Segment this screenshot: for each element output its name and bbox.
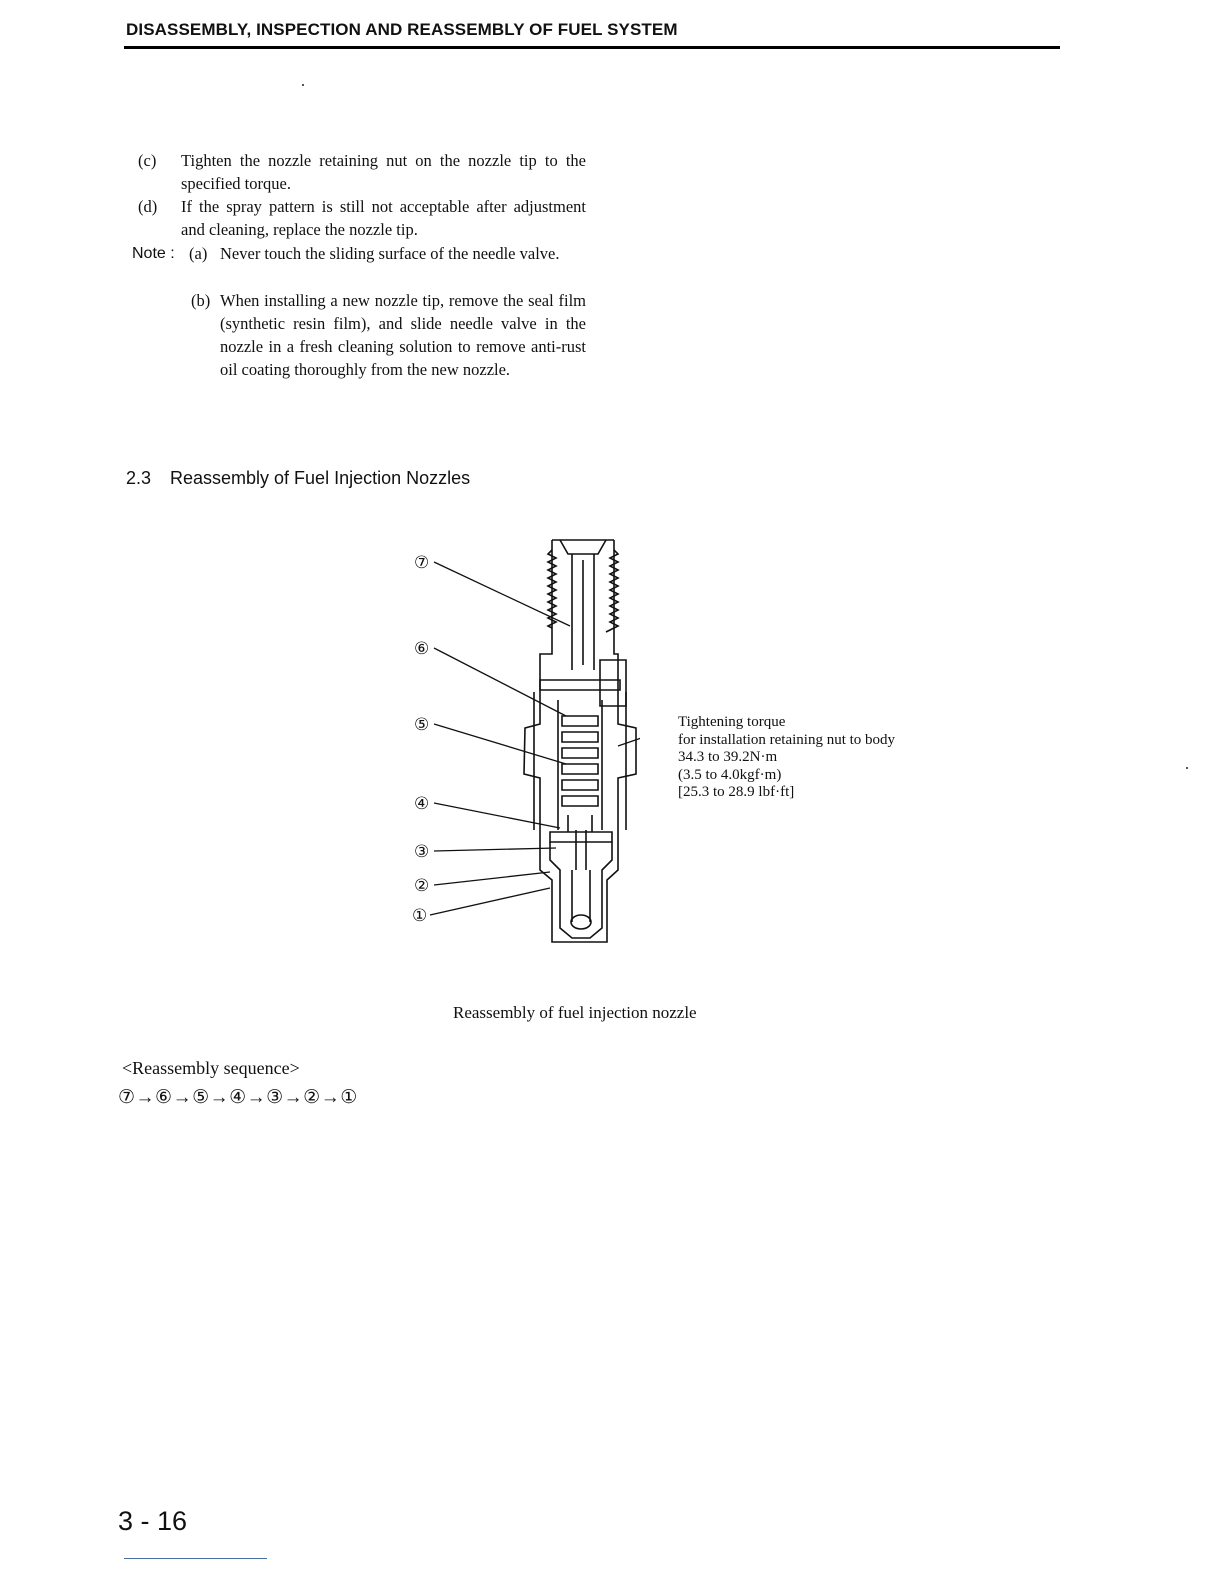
scan-speck (1186, 767, 1188, 769)
part-label-7: ⑦ (414, 553, 430, 573)
note-item-a (189, 242, 586, 265)
part-label-group (412, 553, 429, 926)
callout-line-4: (3.5 to 4.0kgf·m) (678, 766, 782, 783)
step-c (134, 149, 586, 195)
part-label-1: ① (412, 906, 428, 926)
callout-line-3: 34.3 to 39.2N·m (678, 749, 778, 765)
callout-line-5: [25.3 to 28.9 lbf·ft] (678, 784, 795, 800)
step-d (134, 195, 586, 241)
note-item-b-text: When installing a new nozzle tip, remove the seal film (synthetic resin film), and slide needle valve in the nozzle in a fresh cleaning solution to remove anti-rust oil coating thoroughly from the new nozzle. (220, 291, 586, 379)
figure-caption: Reassembly of fuel injection nozzle (453, 1003, 697, 1022)
part-label-4: ④ (414, 794, 430, 814)
header-title: DISASSEMBLY, INSPECTION AND REASSEMBLY OF FUEL SYSTEM (126, 20, 678, 39)
nozzle-diagram (400, 530, 640, 950)
part-label-3: ③ (414, 842, 430, 862)
page-number: 3 - 16 (118, 1506, 188, 1536)
sequence-steps: ⑦→⑥→⑤→④→③→②→① (118, 1087, 358, 1108)
note-item-a-text: Never touch the sliding surface of the needle valve. (220, 244, 560, 263)
callout-line-1: Tightening torque (678, 714, 786, 730)
note-label: Note : (132, 245, 175, 262)
torque-callout (678, 714, 895, 802)
part-label-5: ⑤ (414, 715, 430, 735)
scan-speck (302, 84, 304, 86)
leader-lines (430, 562, 640, 915)
sequence-title: <Reassembly sequence> (122, 1058, 300, 1078)
section-title: Reassembly of Fuel Injection Nozzles (170, 468, 471, 488)
nozzle-tip (550, 815, 612, 938)
section-number: 2.3 (126, 468, 152, 488)
nozzle-holder-body (524, 540, 636, 942)
note-item-b-label: (b) (191, 291, 211, 310)
step-c-text: Tighten the nozzle retaining nut on the nozzle tip to the specified torque. (181, 151, 586, 193)
step-c-label: (c) (138, 151, 157, 170)
step-d-text: If the spray pattern is still not acceptable after adjustment and cleaning, replace the nozzle tip. (181, 197, 586, 239)
part-label-6: ⑥ (414, 639, 430, 659)
pressure-spring (558, 700, 602, 830)
callout-line-2: for installation retaining nut to body (678, 731, 896, 748)
part-label-2: ② (414, 876, 430, 896)
header-rule (124, 46, 1060, 49)
note-item-a-label: (a) (189, 244, 208, 263)
note-item-b (191, 289, 586, 381)
step-d-label: (d) (138, 197, 158, 216)
section-heading (126, 468, 470, 489)
footer-rule (124, 1558, 267, 1559)
